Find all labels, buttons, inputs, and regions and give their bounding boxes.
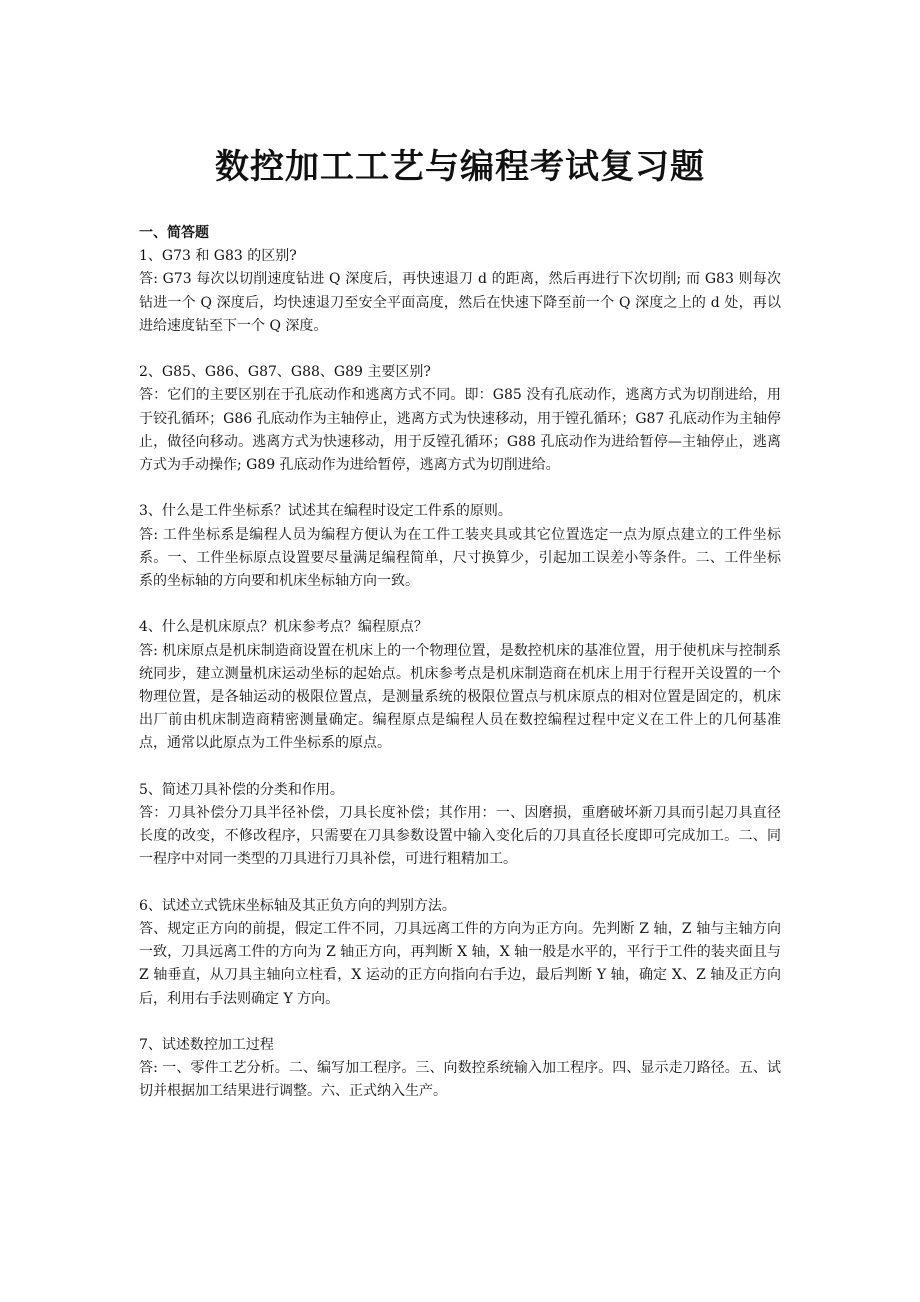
question-text: 6、试述立式铣床坐标轴及其正负方向的判别方法。 xyxy=(139,897,456,914)
answer-text: 答：刀具补偿分刀具半径补偿，刀具长度补偿；其作用：一、因磨损，重磨破坏新刀具而引起刀具直径长度的改变，不修改程序，只需要在刀具参数设置中输入变化后的刀具直径长度即可完成加工。二、同一程序中对同一类型的刀具进行刀具补偿，可进行粗精加工。 xyxy=(139,805,781,868)
qa-item-5 xyxy=(139,779,781,872)
qa-item-3 xyxy=(139,500,781,593)
answer-text: 答: 机床原点是机床制造商设置在机床上的一个物理位置，是数控机床的基准位置，用于使机床与控制系统同步，建立测量机床运动坐标的起始点。机床参考点是机床制造商在机床上用于行程开关设置的一个物理位置，是各轴运动的极限位置点，是测量系统的极限位置点与机床原点的相对位置是固定的，机床出厂前由机床制造商精密测量确定。编程原点是编程人员在数控编程过程中定义在工件上的几何基准点，通常以此原点为工件坐标系的原点。 xyxy=(139,642,781,752)
question-text: 2、G85、G86、G87、G88、G89 主要区别? xyxy=(139,364,431,381)
answer-text: 答: 一、零件工艺分析。二、编写加工程序。三、向数控系统输入加工程序。四、显示走刀路径。五、试切并根据加工结果进行调整。六、正式纳入生产。 xyxy=(139,1060,781,1100)
answer-text: 答、规定正方向的前提，假定工件不同，刀具远离工件的方向为正方向。先判断 Z 轴，Z 轴与主轴方向一致，刀具远离工件的方向为 Z 轴正方向，再判断 X 轴，X 轴一般是水平的，平行于工件的装夹面且与 Z 轴垂直，从刀具主轴向立柱看，X 运动的正方向指向右手边，最后判断 Y 轴，确定 X、Z 轴及正方向后，利用右手法则确定 Y 方向。 xyxy=(139,921,781,1007)
answer-text: 答: 工件坐标系是编程人员为编程方便认为在工件工装夹具或其它位置选定一点为原点建立的工件坐标系。一、工件坐标原点设置要尽量满足编程简单，尺寸换算少，引起加工误差小等条件。二、工件坐标系的坐标轴的方向要和机床坐标轴方向一致。 xyxy=(139,526,781,590)
question-text: 7、试述数控加工过程 xyxy=(139,1037,274,1054)
question-text: 3、什么是工件坐标系？试述其在编程时设定工件系的原则。 xyxy=(139,503,512,520)
question-text: 5、简述刀具补偿的分类和作用。 xyxy=(139,781,344,798)
qa-item-7 xyxy=(139,1034,781,1104)
document-title: 数控加工工艺与编程考试复习题 xyxy=(215,147,705,187)
answer-text: 答: G73 每次以切削速度钻进 Q 深度后，再快速退刀 d 的距离，然后再进行下次切削; 而 G83 则每次钻进一个 Q 深度后，均快速退刀至安全平面高度，然后在快速下降至前一个 Q 深度之上的 d 处，再以进给速度钻至下一个 Q 深度。 xyxy=(139,271,781,334)
question-text: 1、G73 和 G83 的区别? xyxy=(139,248,297,265)
qa-item-4 xyxy=(139,616,781,755)
answer-text: 答：它们的主要区别在于孔底动作和逃离方式不同。即：G85 没有孔底动作，逃离方式为切削进给，用于铰孔循环；G86 孔底动作为主轴停止，逃离方式为快速移动，用于镗孔循环；G87 孔底动作为主轴停止，做径向移动。逃离方式为快速移动，用于反镗孔循环；G88 孔底动作为进给暂停—主轴停止，逃离方式为手动操作; G89 孔底动作为进给暂停，逃离方式为切削进给。 xyxy=(139,387,781,474)
document-body xyxy=(139,222,781,1127)
qa-item-2 xyxy=(139,361,781,477)
qa-item-1 xyxy=(139,245,781,338)
question-text: 4、什么是机床原点？机床参考点？编程原点？ xyxy=(139,619,428,636)
section-title: 一、简答题 xyxy=(139,225,209,241)
qa-item-6 xyxy=(139,895,781,1011)
